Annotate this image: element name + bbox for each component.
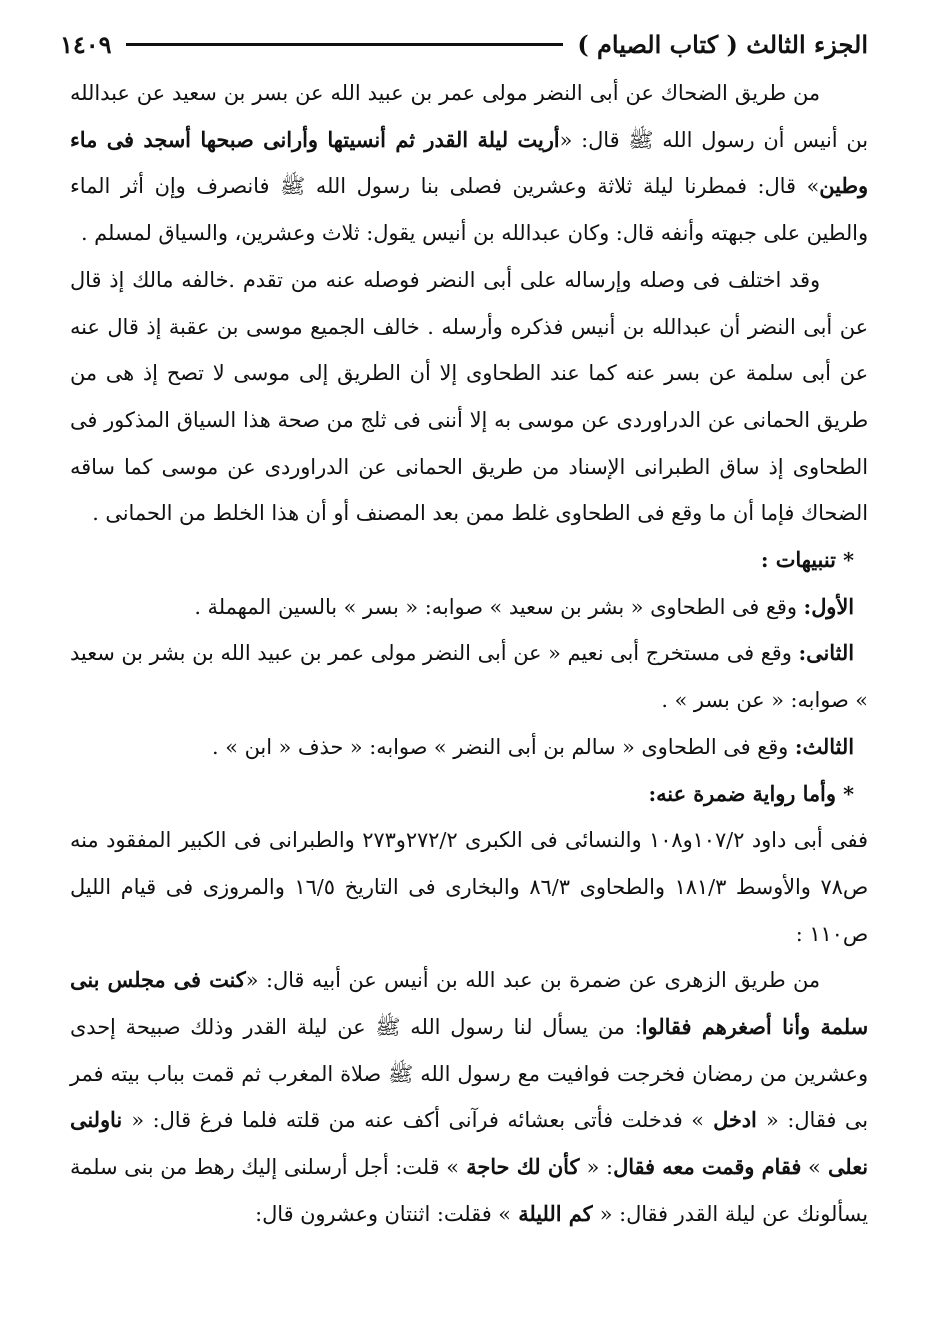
note-label: الثانى: <box>798 640 854 666</box>
note-text: وقع فى الطحاوى « بشر بن سعيد » صوابه: « بسر » بالسين المهملة . <box>194 594 804 619</box>
section-heading-damra: * وأما رواية ضمرة عنه: <box>648 780 854 806</box>
paragraph-text: » فقلت: اثنتان وعشرون قال: <box>255 1201 511 1226</box>
note-text: وقع فى مستخرج أبى نعيم « عن أبى النضر مولى عمر بن عبيد الله بن بشر بن سعيد » صوابه: « عن بسر » . <box>70 641 868 713</box>
hadith-quote: كم الليلة <box>510 1200 600 1226</box>
paragraph-text: : « <box>586 1155 614 1180</box>
paragraph-text: » فدخلت فأتى بعشائه فرآنى أكف عنه من قلته فلما فرغ قال: « <box>131 1108 704 1133</box>
header-rule <box>126 43 564 46</box>
hadith-quote: كأن لك حاجة <box>458 1154 587 1180</box>
paragraph-hadith-dahhak <box>70 70 868 257</box>
hadith-quote: ادخل <box>703 1107 767 1133</box>
running-title: الجزء الثالث ( كتاب الصيام ) <box>577 29 868 59</box>
paragraph-hadith-damra <box>70 957 868 1237</box>
note-text: وقع فى الطحاوى « سالم بن أبى النضر » صوابه: « حذف « ابن » . <box>212 734 795 759</box>
paragraph-text: » <box>801 1155 821 1180</box>
paragraph-sources: ففى أبى داود ١٠٧/٢و١٠٨ والنسائى فى الكبرى ٢٧٢/٢و٢٧٣ والطبرانى فى الكبير المفقود منه ص٧٨ والأوسط ١٨١/٣ والطحاوى ٨٦/٣ والبخارى فى التاريخ ١٦/٥ والمروزى فى قيام الليل ص١١٠ : <box>70 828 868 946</box>
note-third <box>70 724 868 771</box>
section-heading-notes: * تنبيهات : <box>760 547 854 573</box>
note-label: الأول: <box>803 593 854 619</box>
paragraph-text: : من يسأل لنا رسول الله ﷺ عن ليلة القدر وذلك صبيحة إحدى وعشرين من رمضان فخرجت فوافيت مع رسول الله ﷺ صلاة المغرب ثم قمت بباب بيته فمر بى فقال: « <box>70 1015 868 1133</box>
paragraph-text: من طريق الزهرى عن ضمرة بن عبد الله بن أنيس عن أبيه قال: « <box>245 968 820 993</box>
note-first <box>70 584 868 631</box>
page-number: ١٤٠٩ <box>60 29 112 59</box>
note-second <box>70 630 868 723</box>
hadith-quote: ناولنى نعلى <box>70 1107 869 1180</box>
page-header <box>60 22 868 66</box>
note-label: الثالث: <box>794 733 854 759</box>
hadith-quote: أريت ليلة القدر ثم أنسيتها وأرانى صبحها أسجد فى ماء وطين <box>70 126 868 199</box>
paragraph-text: » قلت: أجل أرسلنى إليك رهط من بنى سلمة يسألونك عن ليلة القدر فقال: « <box>70 1155 868 1226</box>
hadith-quote: فقام وقمت معه فقال <box>613 1154 802 1180</box>
paragraph-text: من طريق الضحاك عن أبى النضر مولى عمر بن عبيد الله عن بسر بن سعيد عن عبدالله بن أنيس أن رسول الله ﷺ قال: « <box>70 81 869 152</box>
hadith-quote: كنت فى مجلس بنى سلمة وأنا أصغرهم فقالوا <box>70 967 869 1040</box>
paragraph-text: » قال: فمطرنا ليلة ثلاثة وعشرين فصلى بنا رسول الله ﷺ فانصرف وإن أثر الماء والطين على جبهته وأنفه قال: وكان عبدالله بن أنيس يقول: ثلاث وعشرين، والسياق لمسلم . <box>70 174 868 246</box>
paragraph-discussion: وقد اختلف فى وصله وإرساله على أبى النضر فوصله عنه من تقدم .خالفه مالك إذ قال عن أبى النضر أن عبدالله بن أنيس فذكره وأرسله . خالف الجميع موسى بن عقبة إذ قال عنه عن أبى سلمة عن بسر عنه كما عند الطحاوى إلا أن الطريق إلى موسى لا تصح إذ هى من طريق الحمانى عن الدراوردى عن موسى به إلا أننى فى ثلج من صحة هذا السياق المذكور فى الطحاوى إذ ساق الطبرانى الإسناد من طريق الحمانى عن الدراوردى عن موسى كما ساقه الضحاك فإما أن ما وقع فى الطحاوى غلط ممن بعد المصنف أو أن هذا الخلط من الحمانى . <box>70 267 868 526</box>
page-body <box>70 70 868 1306</box>
